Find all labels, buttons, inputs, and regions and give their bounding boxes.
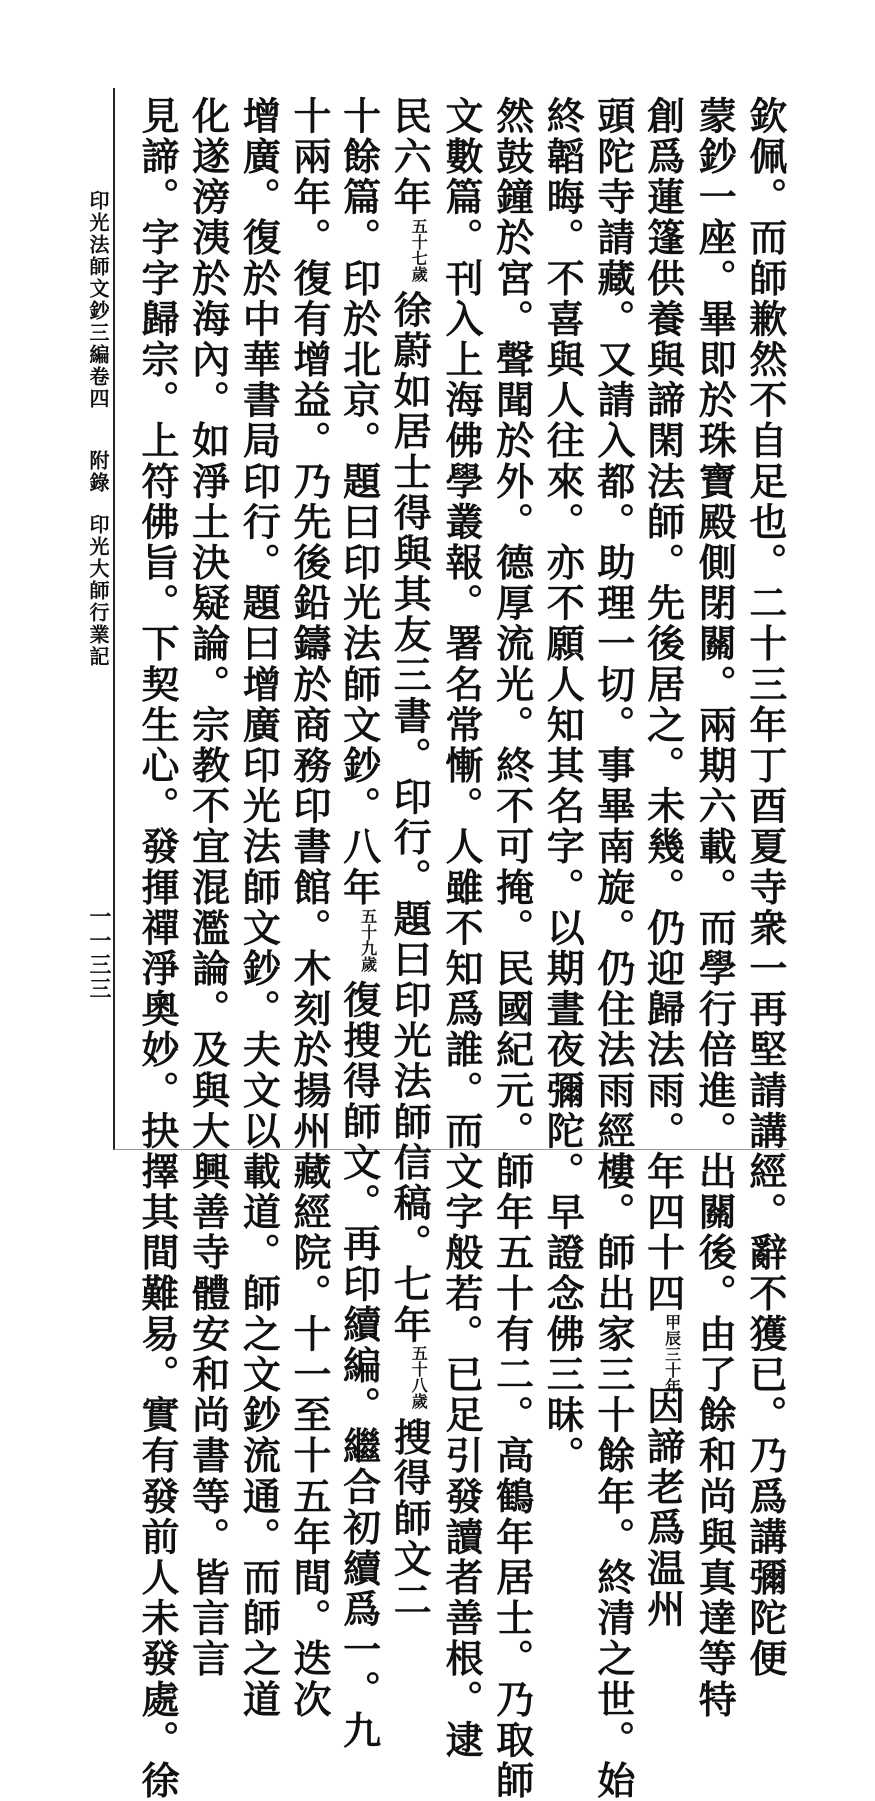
text-segment: 增廣。復於中華書局印行。題曰增廣印光法師文鈔。夫文以載道。師之文鈔流通。而師之道 bbox=[236, 96, 282, 1720]
text-column bbox=[533, 96, 586, 1477]
text-column bbox=[229, 96, 282, 1720]
inline-note: 五十七歲 bbox=[409, 217, 429, 282]
text-column bbox=[432, 96, 484, 1761]
text-segment: 終韜晦。不喜與人往來。亦不願人知其名字。以期晝夜彌陀。早證念佛三昧。 bbox=[540, 96, 586, 1477]
text-segment: 化遂滂洟於海內。如淨土決疑論。宗教不宜混濫論。及與大興善寺體安和尚書等。皆言言 bbox=[185, 96, 231, 1680]
body-text bbox=[128, 96, 788, 1801]
text-column bbox=[483, 96, 535, 1801]
text-segment: 徐蔚如居士得與其友三書。印行。題曰印光法師信稿。七年 bbox=[387, 289, 433, 1346]
inline-note: 五十八歲 bbox=[409, 1345, 429, 1410]
text-segment: 因諦老爲温州 bbox=[640, 1386, 686, 1630]
text-column bbox=[381, 96, 433, 1621]
text-column bbox=[584, 96, 636, 1801]
text-column bbox=[635, 96, 686, 1630]
margin-header bbox=[84, 190, 113, 668]
text-segment: 民六年 bbox=[387, 96, 433, 218]
text-column bbox=[128, 96, 180, 1801]
text-column bbox=[331, 96, 382, 1752]
text-segment: 文數篇。刊入上海佛學叢報。署名常慚。人雖不知爲誰。而文字般若。已足引發讀者善根。逮 bbox=[438, 96, 484, 1761]
text-segment: 創爲蓮篷供養與諦閑法師。先後居之。未幾。仍迎歸法雨。年四十四 bbox=[640, 96, 686, 1314]
inline-note: 五十九歲 bbox=[358, 908, 378, 972]
text-segment: 十兩年。復有增益。乃先後鉛鑄於商務印書館。木刻於揚州藏經院。十一至十五年間。迭次 bbox=[286, 96, 332, 1720]
text-segment: 然鼓鐘於宮。聲聞於外。德厚流光。終不可掩。民國紀元。師年五十有二。高鶴年居士。乃取師 bbox=[489, 96, 535, 1801]
text-column bbox=[685, 96, 738, 1720]
text-column bbox=[179, 96, 231, 1680]
text-column bbox=[736, 96, 788, 1680]
inline-note: 甲辰三十年 bbox=[662, 1314, 682, 1394]
text-segment: 蒙鈔一座。畢即於珠寶殿側閉關。兩期六載。而學行倍進。出關後。由了餘和尚與真達等特 bbox=[692, 96, 738, 1720]
text-segment: 見諦。字字歸宗。上符佛旨。下契生心。發揮禪淨奧妙。抉擇其間難易。實有發前人未發處。徐 bbox=[135, 96, 180, 1801]
book-title: 印光法師文鈔三編卷四 bbox=[86, 190, 110, 410]
text-segment: 搜得師文二 bbox=[387, 1417, 433, 1621]
page-number: 一一三三 bbox=[86, 905, 112, 1001]
text-segment: 十餘篇。印於北京。題曰印光法師文鈔。八年 bbox=[336, 96, 382, 908]
appendix-label: 附錄 bbox=[86, 450, 110, 494]
text-column bbox=[280, 96, 332, 1720]
chapter-title: 印光大師行業記 bbox=[86, 514, 110, 668]
text-segment: 欽佩。而師歉然不自足也。二十三年丁酉夏寺衆一再堅請講經。辭不獲已。乃爲講彌陀便 bbox=[742, 96, 788, 1680]
text-segment: 頭陀寺請藏。又請入都。助理一切。事畢南旋。仍住法雨經樓。師出家三十餘年。終清之世。始 bbox=[590, 96, 636, 1801]
text-segment: 復搜得師文。再印續編。繼合初續爲一。九 bbox=[336, 980, 382, 1752]
